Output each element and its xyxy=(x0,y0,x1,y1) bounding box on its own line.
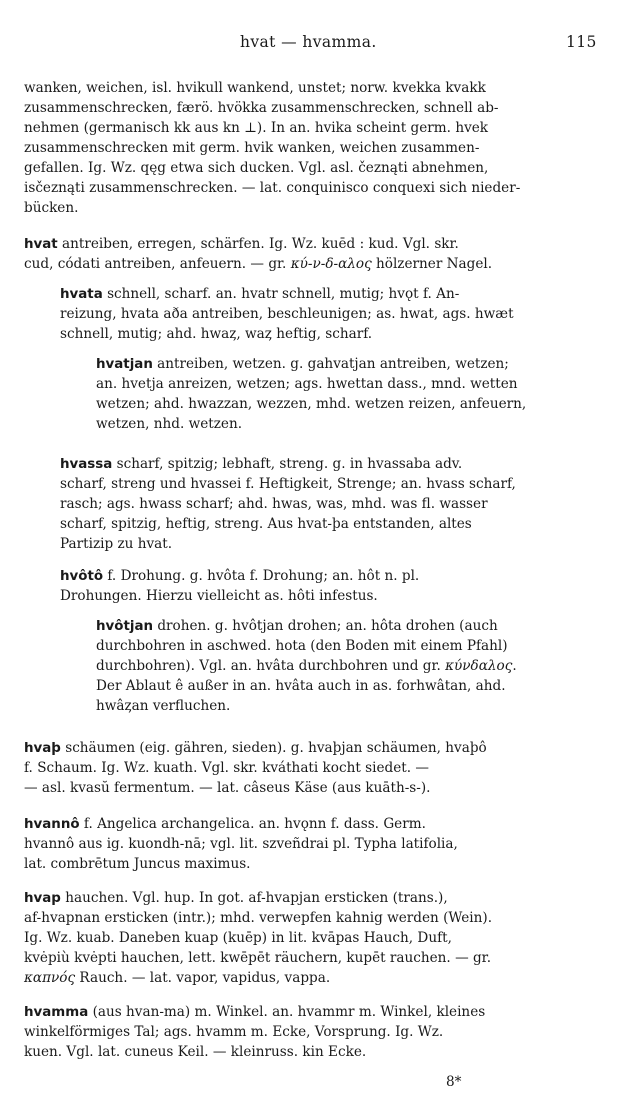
headword: hvannô xyxy=(24,817,80,832)
line-text: (aus hvan-ma) m. Winkel. an. hvammr m. Winkel, kleines xyxy=(88,1004,486,1020)
text-line xyxy=(24,158,488,178)
text-line xyxy=(96,374,518,394)
line-text: Rauch. — lat. vapor, vapidus, vappa. xyxy=(75,970,331,986)
line-text: durchbohren). Vgl. an. hvâta durchbohren und gr. xyxy=(96,658,446,674)
headword: hvôtjan xyxy=(96,619,154,634)
line-text: f. Schaum. Ig. Wz. kuath. Vgl. skr. kváthati kocht siedet. — xyxy=(24,760,429,776)
text-line xyxy=(24,968,330,988)
text-line xyxy=(60,284,459,305)
text-line xyxy=(96,676,506,696)
text-line xyxy=(60,534,172,554)
line-text: hwâȥan verfluchen. xyxy=(96,698,231,714)
line-text: — asl. kvasŭ fermentum. — lat. câseus Käse (aus kuāth-s-). xyxy=(24,780,431,796)
line-text: schnell, mutig; ahd. hwaȥ, waȥ heftig, scharf. xyxy=(60,326,373,342)
line-text: isčeznąti zusammenschrecken. — lat. conquinisco conquexi sich nieder- xyxy=(24,180,521,196)
headword: hvassa xyxy=(60,457,113,472)
text-line xyxy=(24,888,448,909)
line-text: wanken, weichen, isl. hvikull wankend, unstet; norw. kvekka kvakk xyxy=(24,80,486,96)
line-text: zusammenschrecken, færö. hvökka zusammenschrecken, schnell ab- xyxy=(24,100,499,116)
headword: hvamma xyxy=(24,1005,89,1020)
line-text: winkelförmiges Tal; ags. hvamm m. Ecke, Vorsprung. Ig. Wz. xyxy=(24,1024,444,1040)
text-line xyxy=(24,948,491,968)
line-text: durchbohren in aschwed. hota (den Boden mit einem Pfahl) xyxy=(96,638,508,654)
text-line xyxy=(96,354,509,375)
line-text: af-hvapnan ersticken (intr.); mhd. verwepfen kahnig werden (Wein). xyxy=(24,910,493,926)
text-line xyxy=(24,234,459,255)
line-text: antreiben, erregen, schärfen. Ig. Wz. kuēd : kud. Vgl. skr. xyxy=(57,236,459,252)
line-text: drohen. g. hvôtjan drohen; an. hôta drohen (auch xyxy=(153,618,498,634)
line-text: scharf, streng und hvassei f. Heftigkeit, Strenge; an. hvass scharf, xyxy=(60,476,516,492)
text-line xyxy=(96,656,517,676)
line-text: wetzen, nhd. wetzen. xyxy=(96,416,243,432)
headword: hvata xyxy=(60,287,103,302)
text-line xyxy=(60,454,462,475)
text-line xyxy=(24,1022,443,1042)
line-text: . xyxy=(512,658,517,674)
line-text: Partizip zu hvat. xyxy=(60,536,173,552)
headword: hvôtô xyxy=(60,569,104,584)
text-line xyxy=(24,834,458,854)
text-line xyxy=(60,566,419,587)
line-text: Ig. Wz. kuab. Daneben kuap (kuēp) in lit. kvāpas Hauch, Duft, xyxy=(24,930,452,946)
line-text: an. hvetja anreizen, wetzen; ags. hwettan dass., mnd. wetten xyxy=(96,376,518,392)
text-line xyxy=(96,636,508,656)
text-line xyxy=(24,178,520,198)
text-line xyxy=(24,854,251,874)
text-line xyxy=(60,324,372,344)
line-text: schnell, scharf. an. hvatr schnell, mutig; hvǫt f. An- xyxy=(102,286,460,302)
text-line xyxy=(24,738,487,759)
line-text: kvėpiù kvėpti hauchen, lett. kwēpēt räuchern, kupēt rauchen. — gr. xyxy=(24,950,492,966)
headword: hvap xyxy=(24,891,61,906)
text-line xyxy=(24,778,431,798)
line-text: scharf, spitzig; lebhaft, streng. g. in hvassaba adv. xyxy=(112,456,463,472)
greek-form: καπνός xyxy=(24,970,76,986)
running-head: hvat — hvamma. xyxy=(240,33,377,51)
line-text: schäumen (eig. gähren, sieden). g. hvaþjan schäumen, hvaþô xyxy=(60,740,487,756)
text-line xyxy=(96,414,242,434)
line-text: reizung, hvata aða antreiben, beschleunigen; as. hwat, ags. hwæt xyxy=(60,306,514,322)
text-line xyxy=(60,494,488,514)
line-text: scharf, spitzig, heftig, streng. Aus hvat-þa entstanden, altes xyxy=(60,516,472,532)
text-line xyxy=(60,586,378,606)
printer-signature: 8* xyxy=(446,1074,462,1090)
line-text: bücken. xyxy=(24,200,79,216)
line-text: nehmen (germanisch kk aus kn ⊥). In an. hvika scheint germ. hvek xyxy=(24,120,489,136)
text-line xyxy=(60,304,514,324)
text-line xyxy=(24,908,492,928)
text-line xyxy=(24,1002,485,1023)
text-line xyxy=(24,78,486,98)
text-line xyxy=(96,616,498,637)
line-text: antreiben, wetzen. g. gahvatjan antreiben, wetzen; xyxy=(152,356,509,372)
line-text: f. Angelica archangelica. an. hvǫnn f. dass. Germ. xyxy=(79,816,426,832)
text-line xyxy=(24,98,499,118)
text-line xyxy=(24,138,479,158)
text-line xyxy=(96,394,526,414)
line-text: rasch; ags. hwass scharf; ahd. hwas, was, mhd. was fl. wasser xyxy=(60,496,488,512)
text-line xyxy=(96,696,230,716)
line-text: hvannô aus ig. kuondh-nā; vgl. lit. szveñdrai pl. Typha latifolia, xyxy=(24,836,458,852)
line-text: gefallen. Ig. Wz. qęg etwa sich ducken. Vgl. asl. čeznąti abnehmen, xyxy=(24,160,489,176)
greek-form: κύνδαλος xyxy=(445,658,513,674)
text-line xyxy=(24,758,429,778)
line-text: wetzen; ahd. hwazzan, wezzen, mhd. wetzen reizen, anfeuern, xyxy=(96,396,527,412)
line-text: f. Drohung. g. hvôta f. Drohung; an. hôt n. pl. xyxy=(103,568,420,584)
text-line xyxy=(24,1042,366,1062)
line-text: Der Ablaut ê außer in an. hvâta auch in as. forhwâtan, ahd. xyxy=(96,678,506,694)
line-text: Drohungen. Hierzu vielleicht as. hôti infestus. xyxy=(60,588,378,604)
text-line xyxy=(24,928,452,948)
line-text: hauchen. Vgl. hup. In got. af-hvapjan ersticken (trans.), xyxy=(60,890,448,906)
line-text: lat. combrētum Juncus maximus. xyxy=(24,856,251,872)
text-line xyxy=(24,254,492,274)
text-line xyxy=(24,118,488,138)
line-text: kuen. Vgl. lat. cuneus Keil. — kleinruss. kin Ecke. xyxy=(24,1044,367,1060)
line-text: cud, códati antreiben, anfeuern. — gr. xyxy=(24,256,291,272)
greek-form: κύ-ν-δ-αλος xyxy=(290,256,372,272)
text-line xyxy=(60,514,472,534)
headword: hvaþ xyxy=(24,741,61,756)
text-line xyxy=(24,198,78,218)
headword: hvatjan xyxy=(96,357,153,372)
text-line xyxy=(60,474,516,494)
text-line xyxy=(24,814,426,835)
page-header xyxy=(0,32,625,52)
line-text: hölzerner Nagel. xyxy=(371,256,493,272)
line-text: zusammenschrecken mit germ. hvik wanken, weichen zusammen- xyxy=(24,140,480,156)
headword: hvat xyxy=(24,237,58,252)
page-number: 115 xyxy=(566,33,597,51)
